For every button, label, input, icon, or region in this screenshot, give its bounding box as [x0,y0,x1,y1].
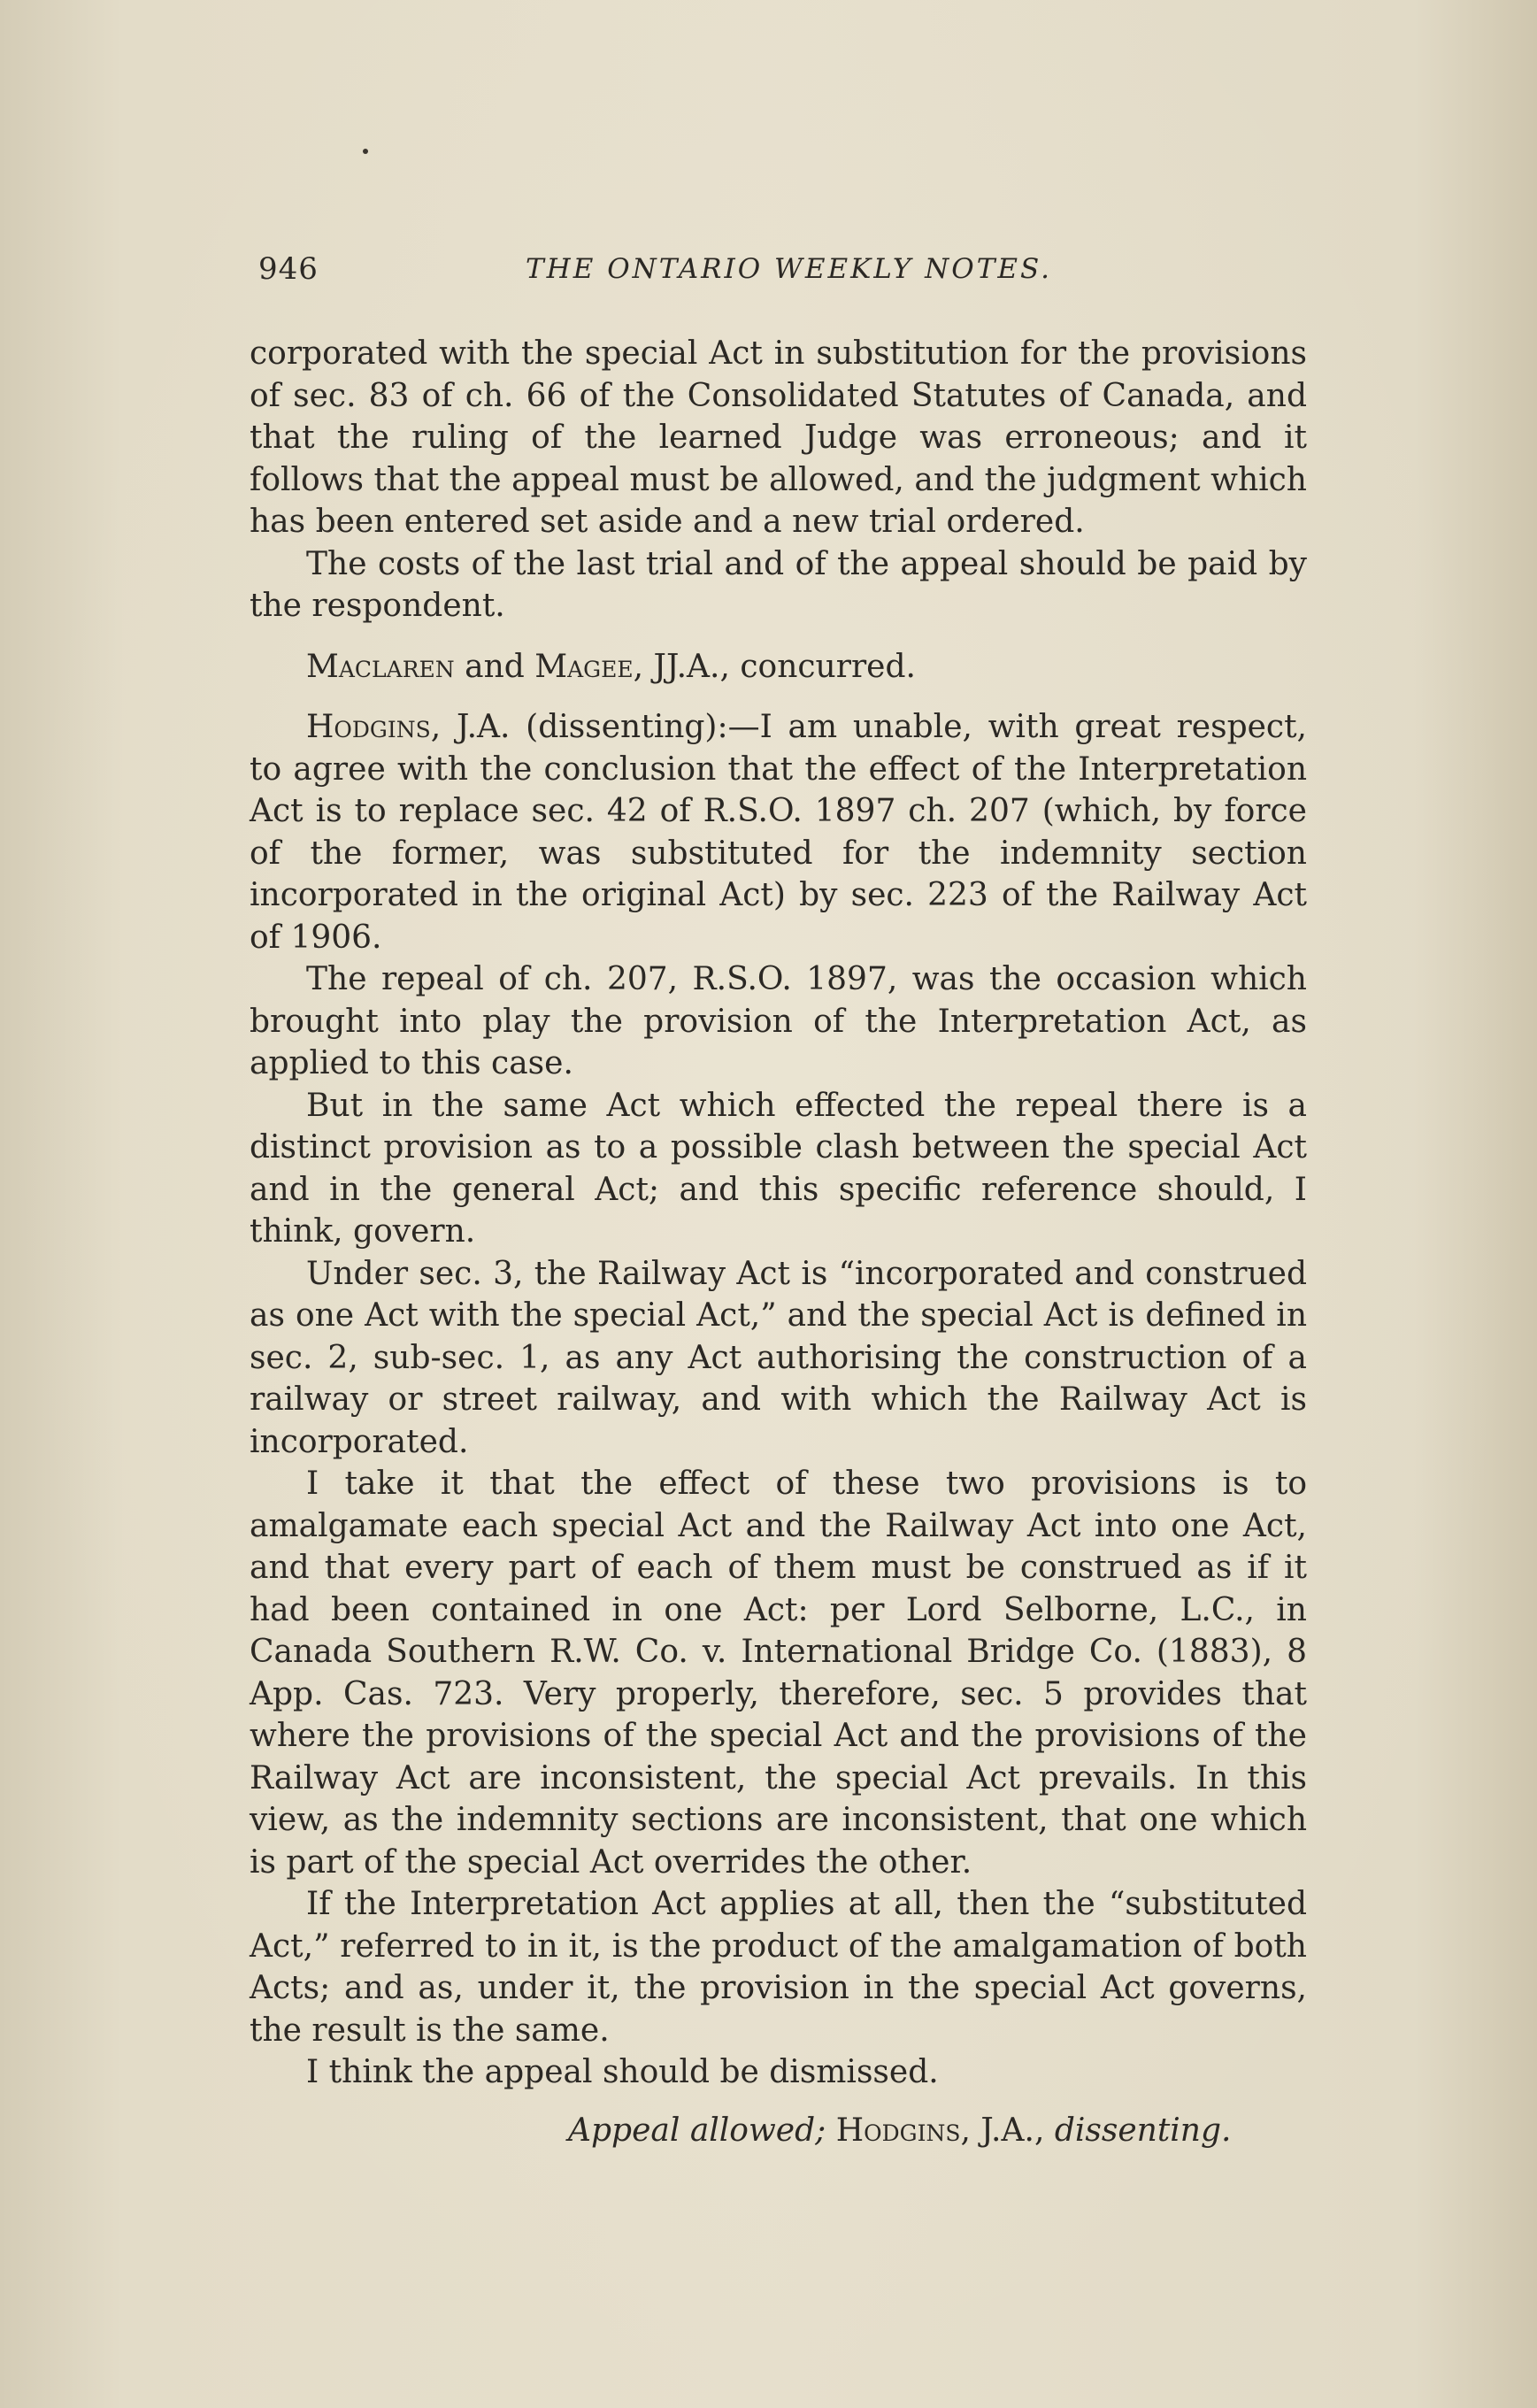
paragraph-same-act: But in the same Act which effected the repeal there is a distinct provision as to a possible clash between the special Act and in the general Act; and this specific reference should, I think, govern. [250,1087,1307,1250]
ink-speck [363,149,368,154]
paragraph-dissent-opening [250,706,1307,958]
page-header [250,244,1311,297]
paragraph-sec-3: Under sec. 3, the Railway Act is “incorporated and construed as one Act with the special Act,” and the special Act is defined in sec. 2, sub-sec. 1, as any Act authorising the construction of a railway or street railway, and with which the Railway Act is incorporated. [250,1255,1307,1460]
running-head: THE ONTARIO WEEKLY NOTES. [526,253,1052,285]
concurrence-text: , JJ.A., concurred. [633,648,916,685]
dissent-text: , J.A. (dissenting):—I am unable, with great respect, to agree with the conclusion that the effect of the Interpretation Act is to replace sec. 42 of R.S.O. 1897 ch. 207 (which, by force of the former, was substituted for the indemnity section incorporated in the original Act) by sec. 223 of the Railway Act of 1906. [250,709,1307,956]
paragraph-gap [250,627,1307,646]
paragraph-continuation: corporated with the special Act in substitution for the provisions of sec. 83 of ch. 66 of the Consolidated Statutes of Canada, and that the ruling of the learned Judge was erroneous; and it follows that the appeal must be allowed, and the judgment which has been entered set aside and a new trial ordered. [250,335,1307,540]
paragraph-amalgamation: I take it that the effect of these two provisions is to amalgamate each special Act and the Railway Act into one Act, and that every part of each of them must be construed as if it had been contained in one Act: per Lord Selborne, L.C., in Canada Southern R.W. Co. v. International Bridge Co. (1883), 8 App. Cas. 723. Very properly, therefore, sec. 5 provides that where the provisions of the special Act and the provisions of the Railway Act are inconsistent, the special Act prevails. In this view, as the indemnity sections are inconsistent, that one which is part of the special Act overrides the other. [250,1466,1307,1881]
paragraph-gap [250,688,1307,706]
body-text [250,333,1307,2151]
paragraph-conclusion: I think the appeal should be dismissed. [306,2054,939,2090]
paragraph-costs: The costs of the last trial and of the appeal should be paid by the respondent. [250,545,1307,624]
judge-name-magee: Magee [534,648,634,685]
judge-name-maclaren: Maclaren [306,648,455,685]
disposition-title: , J.A., [960,2112,1055,2149]
paragraph-interpretation-act: If the Interpretation Act applies at all, then the “substituted Act,” referred to in it, is the product of the amalgamation of both Acts; and as, under it, the provision in the special Act governs, the result is the same. [250,1886,1307,2049]
page-number: 946 [258,251,319,287]
case-disposition [250,2110,1307,2152]
paragraph-concurrence [250,646,1307,689]
disposition-outcome: Appeal allowed; [568,2112,826,2149]
paragraph-repeal: The repeal of ch. 207, R.S.O. 1897, was the occasion which brought into play the provision of the Interpretation Act, as applied to this case. [250,961,1307,1081]
judge-name-hodgins: Hodgins [306,709,431,745]
disposition-judge: Hodgins [835,2112,961,2149]
conjunction: and [454,648,535,685]
disposition-note: dissenting. [1054,2112,1232,2149]
